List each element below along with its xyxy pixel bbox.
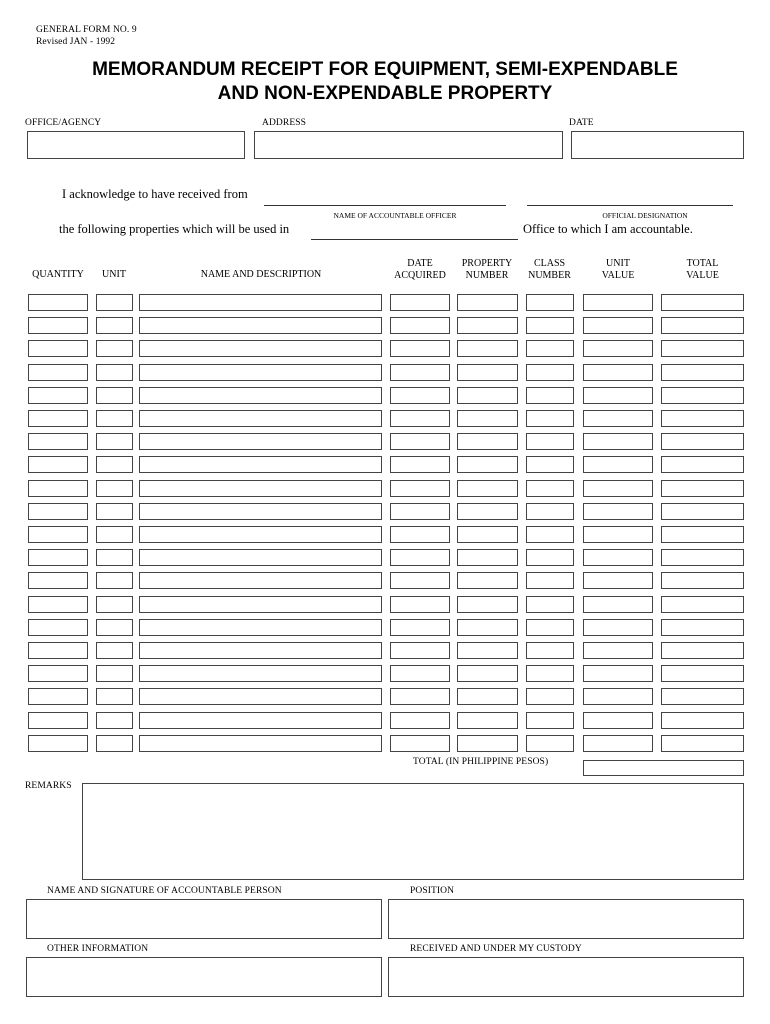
- name-description-cell[interactable]: [139, 526, 382, 543]
- total-value-cell[interactable]: [661, 665, 744, 682]
- quantity-cell[interactable]: [28, 735, 88, 752]
- accountable-officer-line[interactable]: [264, 205, 506, 206]
- unit-cell[interactable]: [96, 665, 133, 682]
- name-description-cell[interactable]: [139, 433, 382, 450]
- date-acquired-cell[interactable]: [390, 572, 450, 589]
- unit-cell[interactable]: [96, 549, 133, 566]
- name-description-cell[interactable]: [139, 317, 382, 334]
- name-description-cell[interactable]: [139, 596, 382, 613]
- quantity-cell[interactable]: [28, 526, 88, 543]
- address-field[interactable]: [254, 131, 563, 159]
- class-number-cell[interactable]: [526, 387, 574, 404]
- unit-value-cell[interactable]: [583, 572, 653, 589]
- date-acquired-cell[interactable]: [390, 549, 450, 566]
- property-number-cell[interactable]: [457, 688, 518, 705]
- class-number-cell[interactable]: [526, 665, 574, 682]
- name-description-cell[interactable]: [139, 549, 382, 566]
- quantity-cell[interactable]: [28, 456, 88, 473]
- unit-value-cell[interactable]: [583, 433, 653, 450]
- unit-cell[interactable]: [96, 735, 133, 752]
- col-name-description: NAME AND DESCRIPTION: [200, 269, 322, 280]
- total-value-cell[interactable]: [661, 526, 744, 543]
- name-description-cell[interactable]: [139, 340, 382, 357]
- class-number-cell[interactable]: [526, 317, 574, 334]
- property-number-cell[interactable]: [457, 340, 518, 357]
- col-unit: UNIT: [102, 269, 126, 280]
- signature-label: NAME AND SIGNATURE OF ACCOUNTABLE PERSON: [47, 886, 282, 896]
- total-value-cell[interactable]: [661, 549, 744, 566]
- date-field[interactable]: [571, 131, 744, 159]
- total-value-cell[interactable]: [661, 642, 744, 659]
- other-information-label: OTHER INFORMATION: [47, 944, 149, 954]
- date-acquired-cell[interactable]: [390, 712, 450, 729]
- quantity-cell[interactable]: [28, 317, 88, 334]
- total-value-cell[interactable]: [661, 340, 744, 357]
- class-number-cell[interactable]: [526, 410, 574, 427]
- position-field[interactable]: [388, 899, 744, 939]
- property-number-cell[interactable]: [457, 294, 518, 311]
- date-acquired-cell[interactable]: [390, 294, 450, 311]
- total-value-field[interactable]: [583, 760, 744, 776]
- total-value-cell[interactable]: [661, 596, 744, 613]
- total-value-cell[interactable]: [661, 712, 744, 729]
- page-title-line-2: AND NON-EXPENDABLE PROPERTY: [217, 83, 553, 104]
- property-number-cell[interactable]: [457, 735, 518, 752]
- unit-cell[interactable]: [96, 294, 133, 311]
- other-information-field[interactable]: [26, 957, 382, 997]
- col-unit-value-line-1: UNIT: [606, 258, 630, 269]
- date-acquired-cell[interactable]: [390, 688, 450, 705]
- property-number-cell[interactable]: [457, 364, 518, 381]
- col-total-value-line-2: VALUE: [686, 270, 719, 281]
- class-number-cell[interactable]: [526, 480, 574, 497]
- class-number-cell[interactable]: [526, 340, 574, 357]
- quantity-cell[interactable]: [28, 665, 88, 682]
- total-value-cell[interactable]: [661, 387, 744, 404]
- date-acquired-cell[interactable]: [390, 364, 450, 381]
- unit-cell[interactable]: [96, 387, 133, 404]
- class-number-cell[interactable]: [526, 688, 574, 705]
- property-number-cell[interactable]: [457, 572, 518, 589]
- name-description-cell[interactable]: [139, 410, 382, 427]
- unit-value-cell[interactable]: [583, 688, 653, 705]
- total-value-cell[interactable]: [661, 364, 744, 381]
- properties-used-text: the following properties which will be used in: [59, 222, 290, 236]
- class-number-cell[interactable]: [526, 642, 574, 659]
- unit-cell[interactable]: [96, 596, 133, 613]
- unit-cell[interactable]: [96, 317, 133, 334]
- unit-cell[interactable]: [96, 688, 133, 705]
- unit-cell[interactable]: [96, 642, 133, 659]
- col-class-number-line-1: CLASS: [533, 258, 566, 269]
- name-description-cell[interactable]: [139, 480, 382, 497]
- col-class-number: [525, 258, 574, 282]
- property-number-cell[interactable]: [457, 712, 518, 729]
- remarks-field[interactable]: [82, 783, 744, 880]
- total-value-cell[interactable]: [661, 735, 744, 752]
- property-number-cell[interactable]: [457, 387, 518, 404]
- class-number-cell[interactable]: [526, 433, 574, 450]
- quantity-cell[interactable]: [28, 480, 88, 497]
- unit-cell[interactable]: [96, 712, 133, 729]
- unit-value-cell[interactable]: [583, 364, 653, 381]
- total-value-cell[interactable]: [661, 317, 744, 334]
- class-number-cell[interactable]: [526, 596, 574, 613]
- revised-date: Revised JAN - 1992: [36, 37, 116, 47]
- class-number-cell[interactable]: [526, 526, 574, 543]
- property-number-cell[interactable]: [457, 642, 518, 659]
- unit-value-cell[interactable]: [583, 549, 653, 566]
- unit-value-cell[interactable]: [583, 340, 653, 357]
- property-number-cell[interactable]: [457, 317, 518, 334]
- quantity-cell[interactable]: [28, 364, 88, 381]
- unit-value-cell[interactable]: [583, 712, 653, 729]
- property-number-cell[interactable]: [457, 456, 518, 473]
- name-description-cell[interactable]: [139, 665, 382, 682]
- total-value-cell[interactable]: [661, 572, 744, 589]
- total-value-cell[interactable]: [661, 503, 744, 520]
- quantity-cell[interactable]: [28, 596, 88, 613]
- total-label: TOTAL (IN PHILIPPINE PESOS): [413, 757, 549, 767]
- class-number-cell[interactable]: [526, 572, 574, 589]
- accountable-officer-caption: NAME OF ACCOUNTABLE OFFICER: [333, 211, 457, 220]
- name-description-cell[interactable]: [139, 364, 382, 381]
- official-designation-line[interactable]: [527, 205, 733, 206]
- date-acquired-cell[interactable]: [390, 340, 450, 357]
- date-acquired-cell[interactable]: [390, 665, 450, 682]
- unit-value-cell[interactable]: [583, 735, 653, 752]
- quantity-cell[interactable]: [28, 294, 88, 311]
- unit-value-cell[interactable]: [583, 642, 653, 659]
- property-number-cell[interactable]: [457, 410, 518, 427]
- class-number-cell[interactable]: [526, 735, 574, 752]
- property-number-cell[interactable]: [457, 619, 518, 636]
- quantity-cell[interactable]: [28, 642, 88, 659]
- accountable-office-text: Office to which I am accountable.: [523, 222, 693, 236]
- unit-value-cell[interactable]: [583, 526, 653, 543]
- quantity-cell[interactable]: [28, 503, 88, 520]
- unit-cell[interactable]: [96, 526, 133, 543]
- class-number-cell[interactable]: [526, 364, 574, 381]
- unit-value-cell[interactable]: [583, 665, 653, 682]
- address-label: ADDRESS: [262, 118, 306, 128]
- total-value-cell[interactable]: [661, 456, 744, 473]
- class-number-cell[interactable]: [526, 503, 574, 520]
- total-value-cell[interactable]: [661, 410, 744, 427]
- class-number-cell[interactable]: [526, 294, 574, 311]
- quantity-cell[interactable]: [28, 619, 88, 636]
- total-value-cell[interactable]: [661, 480, 744, 497]
- date-acquired-cell[interactable]: [390, 410, 450, 427]
- page-title-line-1: MEMORANDUM RECEIPT FOR EQUIPMENT, SEMI-EXPENDABLE: [92, 59, 678, 80]
- quantity-cell[interactable]: [28, 549, 88, 566]
- unit-cell[interactable]: [96, 572, 133, 589]
- date-acquired-cell[interactable]: [390, 387, 450, 404]
- property-number-cell[interactable]: [457, 480, 518, 497]
- date-acquired-cell[interactable]: [390, 596, 450, 613]
- quantity-cell[interactable]: [28, 387, 88, 404]
- col-date-acquired-line-2: ACQUIRED: [394, 270, 446, 281]
- date-acquired-cell[interactable]: [390, 619, 450, 636]
- unit-value-cell[interactable]: [583, 410, 653, 427]
- date-acquired-cell[interactable]: [390, 480, 450, 497]
- col-property-number-line-1: PROPERTY: [461, 258, 513, 269]
- unit-value-cell[interactable]: [583, 456, 653, 473]
- total-value-cell[interactable]: [661, 688, 744, 705]
- unit-value-cell[interactable]: [583, 503, 653, 520]
- total-value-cell[interactable]: [661, 619, 744, 636]
- name-description-cell[interactable]: [139, 572, 382, 589]
- quantity-cell[interactable]: [28, 433, 88, 450]
- col-total-value: [661, 258, 744, 282]
- unit-value-cell[interactable]: [583, 480, 653, 497]
- property-number-cell[interactable]: [457, 549, 518, 566]
- name-description-cell[interactable]: [139, 642, 382, 659]
- date-acquired-cell[interactable]: [390, 433, 450, 450]
- name-description-cell[interactable]: [139, 735, 382, 752]
- class-number-cell[interactable]: [526, 712, 574, 729]
- col-property-number-line-2: NUMBER: [465, 270, 509, 281]
- unit-cell[interactable]: [96, 619, 133, 636]
- name-description-cell[interactable]: [139, 503, 382, 520]
- total-value-cell[interactable]: [661, 433, 744, 450]
- official-designation-caption: OFFICIAL DESIGNATION: [602, 211, 688, 220]
- office-agency-field[interactable]: [27, 131, 245, 159]
- property-number-cell[interactable]: [457, 433, 518, 450]
- office-used-line[interactable]: [311, 239, 518, 240]
- position-label: POSITION: [410, 886, 455, 896]
- signature-field[interactable]: [26, 899, 382, 939]
- unit-cell[interactable]: [96, 364, 133, 381]
- name-description-cell[interactable]: [139, 387, 382, 404]
- name-description-cell[interactable]: [139, 294, 382, 311]
- col-total-value-line-1: TOTAL: [686, 258, 719, 269]
- col-property-number: [456, 258, 518, 282]
- custody-label: RECEIVED AND UNDER MY CUSTODY: [410, 944, 582, 954]
- date-acquired-cell[interactable]: [390, 317, 450, 334]
- unit-cell[interactable]: [96, 410, 133, 427]
- property-number-cell[interactable]: [457, 503, 518, 520]
- quantity-cell[interactable]: [28, 572, 88, 589]
- custody-field[interactable]: [388, 957, 744, 997]
- col-date-acquired-line-1: DATE: [407, 258, 433, 269]
- unit-value-cell[interactable]: [583, 294, 653, 311]
- unit-cell[interactable]: [96, 456, 133, 473]
- date-label: DATE: [569, 118, 594, 128]
- remarks-label: REMARKS: [25, 781, 72, 791]
- total-value-cell[interactable]: [661, 294, 744, 311]
- quantity-cell[interactable]: [28, 688, 88, 705]
- col-unit-value: [583, 258, 653, 282]
- name-description-cell[interactable]: [139, 456, 382, 473]
- date-acquired-cell[interactable]: [390, 456, 450, 473]
- name-description-cell[interactable]: [139, 619, 382, 636]
- name-description-cell[interactable]: [139, 688, 382, 705]
- col-unit-value-line-2: VALUE: [601, 270, 635, 281]
- date-acquired-cell[interactable]: [390, 642, 450, 659]
- date-acquired-cell[interactable]: [390, 503, 450, 520]
- unit-cell[interactable]: [96, 340, 133, 357]
- col-date-acquired: [390, 258, 450, 282]
- date-acquired-cell[interactable]: [390, 526, 450, 543]
- unit-value-cell[interactable]: [583, 596, 653, 613]
- unit-value-cell[interactable]: [583, 317, 653, 334]
- quantity-cell[interactable]: [28, 340, 88, 357]
- unit-value-cell[interactable]: [583, 387, 653, 404]
- quantity-cell[interactable]: [28, 712, 88, 729]
- property-number-cell[interactable]: [457, 665, 518, 682]
- acknowledge-text: I acknowledge to have received from: [62, 187, 248, 201]
- name-description-cell[interactable]: [139, 712, 382, 729]
- class-number-cell[interactable]: [526, 549, 574, 566]
- unit-cell[interactable]: [96, 480, 133, 497]
- class-number-cell[interactable]: [526, 456, 574, 473]
- property-number-cell[interactable]: [457, 526, 518, 543]
- col-quantity: QUANTITY: [32, 269, 84, 280]
- unit-cell[interactable]: [96, 503, 133, 520]
- office-agency-label: OFFICE/AGENCY: [25, 118, 102, 128]
- form-number: GENERAL FORM NO. 9: [36, 25, 137, 35]
- class-number-cell[interactable]: [526, 619, 574, 636]
- quantity-cell[interactable]: [28, 410, 88, 427]
- col-class-number-line-2: NUMBER: [528, 270, 571, 281]
- unit-cell[interactable]: [96, 433, 133, 450]
- unit-value-cell[interactable]: [583, 619, 653, 636]
- property-number-cell[interactable]: [457, 596, 518, 613]
- date-acquired-cell[interactable]: [390, 735, 450, 752]
